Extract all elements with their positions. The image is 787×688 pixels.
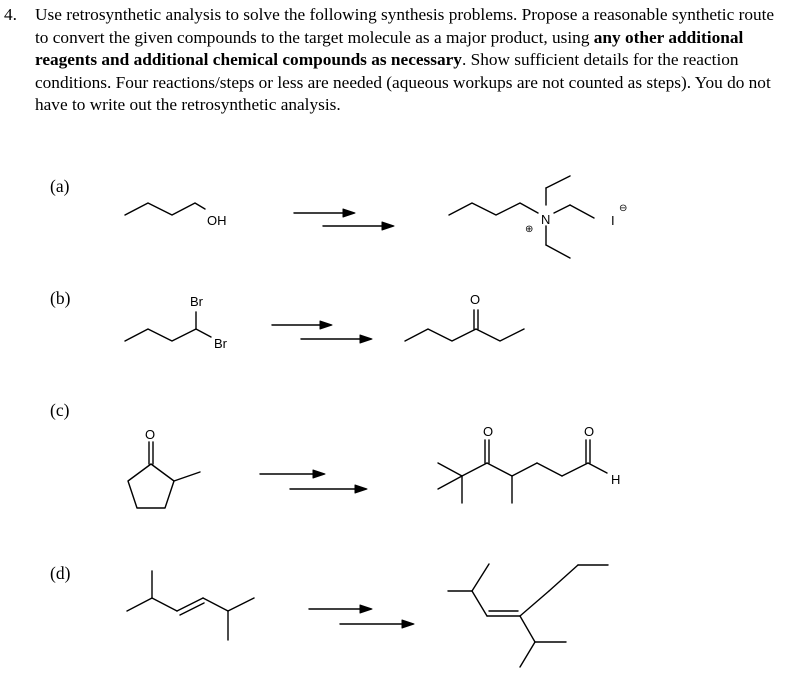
- question-text-start: Use retrosynthetic analysis to solve the following synthesis problems. Propose a reasonable synthetic route to convert the given compounds to the target molecule as a major product, using: [35, 5, 775, 47]
- question-text-end: . Show sufficient details for the reaction conditions. Four reactions/steps or less are needed (aqueous workups are not counted as steps). You do not have to write out the retrosynthetic analysis.: [35, 50, 771, 115]
- atom-label-br1: Br: [190, 294, 203, 309]
- question-number: 4.: [4, 5, 17, 24]
- part-label-b: (b): [50, 288, 71, 308]
- atom-label-o: O: [470, 292, 481, 307]
- part-d-starting-material: [127, 571, 254, 640]
- part-b-arrows: [272, 321, 372, 343]
- part-label-d: (d): [50, 563, 71, 583]
- part-b-starting-material: [125, 294, 228, 351]
- question-text-bold: any other additional reagents and additional chemical compounds as necessary: [35, 27, 744, 70]
- part-d-target: [448, 564, 608, 667]
- part-d-arrows: [309, 605, 414, 628]
- part-c-arrows: [260, 470, 367, 493]
- part-label-a: (a): [50, 176, 70, 196]
- charge-plus: ⊕: [525, 224, 534, 235]
- atom-label-o2: O: [483, 424, 494, 439]
- part-c-starting-material: [128, 427, 200, 508]
- charge-minus: ⊖: [619, 203, 628, 214]
- part-a-starting-material: [125, 203, 227, 228]
- atom-label-iodide: I: [611, 213, 615, 228]
- atom-label-o1: O: [145, 427, 156, 442]
- part-b-target: [405, 292, 524, 341]
- atom-label-o3: O: [584, 424, 595, 439]
- atom-label-n: N: [541, 212, 551, 227]
- part-a-target: [449, 176, 627, 258]
- part-label-c: (c): [50, 400, 70, 420]
- atom-label-br2: Br: [214, 336, 227, 351]
- part-c-target: [438, 424, 620, 503]
- atom-label-oh: OH: [207, 213, 227, 228]
- atom-label-h: H: [611, 472, 621, 487]
- part-a-arrows: [294, 209, 394, 230]
